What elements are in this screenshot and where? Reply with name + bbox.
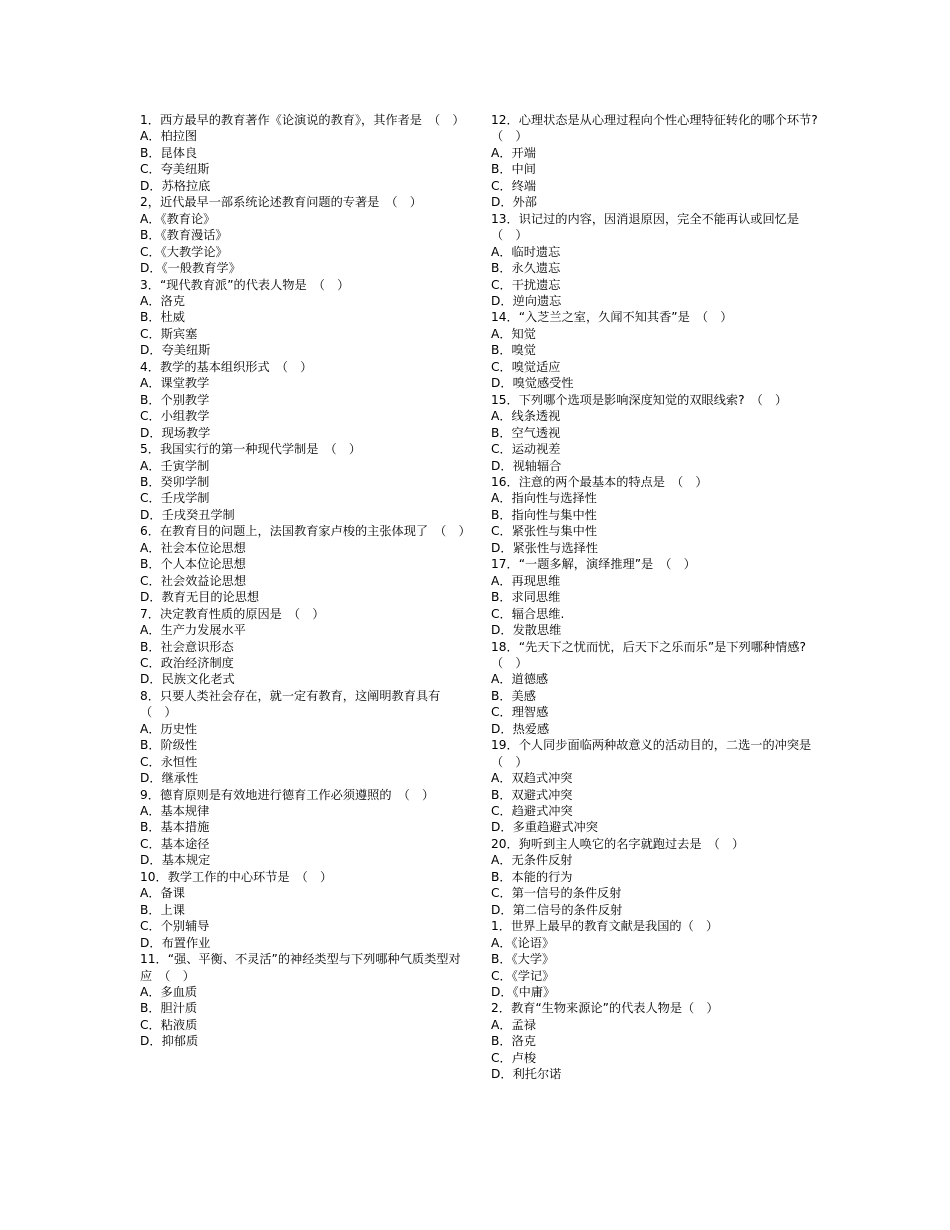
answer-option: C．社会效益论思想 xyxy=(140,573,247,588)
answer-option: D．嗅觉感受性 xyxy=(491,376,574,391)
answer-option: D．教育无目的论思想 xyxy=(140,590,260,605)
question-block xyxy=(140,606,470,688)
question-stem: 8．只要人类社会存在，就一定有教育，这阐明教育具有 （ ） xyxy=(140,688,453,720)
question-stem: 5．我国实行的第一种现代学制是 （ ） xyxy=(140,442,362,457)
answer-option: D．《一般教育学》 xyxy=(140,261,241,276)
question-stem: 17．“一题多解，演绎推理”是 （ ） xyxy=(491,557,696,572)
answer-option: D．夸美纽斯 xyxy=(140,343,211,358)
answer-option: A．基本规律 xyxy=(140,804,210,819)
question-block xyxy=(491,556,821,638)
answer-option: B．《教育漫话》 xyxy=(140,228,228,243)
answer-option: D．逆向遗忘 xyxy=(491,293,562,308)
answer-option: C．辐合思维. xyxy=(491,606,565,621)
question-block xyxy=(491,639,821,738)
question-stem: 10．教学工作的中心环节是 （ ） xyxy=(140,869,333,884)
question-block xyxy=(140,951,470,1050)
question-block xyxy=(491,392,821,474)
answer-option: C．斯宾塞 xyxy=(140,326,198,341)
answer-option: C．《学记》 xyxy=(491,968,555,983)
question-stem: 2，近代最早一部系统论述教育问题的专著是 （ ） xyxy=(140,195,422,210)
answer-option: B．求同思维 xyxy=(491,590,561,605)
answer-option: D．视轴辐合 xyxy=(491,458,562,473)
answer-option: A．壬寅学制 xyxy=(140,458,210,473)
answer-option: C．个别辅导 xyxy=(140,919,210,934)
question-block xyxy=(491,474,821,556)
answer-option: A．知觉 xyxy=(491,326,536,341)
answer-option: B．本能的行为 xyxy=(491,869,573,884)
question-stem: 14．“入芝兰之室，久闻不知其香”是 （ ） xyxy=(491,310,733,325)
answer-option: B．《大学》 xyxy=(491,952,555,967)
answer-option: B．基本措施 xyxy=(140,820,210,835)
answer-option: B．嗅觉 xyxy=(491,343,536,358)
answer-option: A．孟禄 xyxy=(491,1017,536,1032)
answer-option: B．个别教学 xyxy=(140,392,210,407)
question-stem: 1．世界上最早的教育文献是我国的（ ） xyxy=(491,919,719,934)
answer-option: C．紧张性与集中性 xyxy=(491,524,598,539)
answer-option: C．嗅觉适应 xyxy=(491,359,561,374)
answer-option: A．柏拉图 xyxy=(140,129,198,144)
answer-option: A．历史性 xyxy=(140,721,198,736)
question-block xyxy=(140,688,470,787)
question-stem: 2．教育“生物来源论”的代表人物是（ ） xyxy=(491,1001,719,1016)
answer-option: D．布置作业 xyxy=(140,935,211,950)
question-stem: 16．注意的两个最基本的特点是 （ ） xyxy=(491,474,708,489)
answer-option: A．双趋式冲突 xyxy=(491,771,573,786)
question-block xyxy=(491,211,821,310)
question-block xyxy=(491,737,824,836)
answer-option: C．卢梭 xyxy=(491,1050,537,1065)
answer-option: C．运动视差 xyxy=(491,442,561,457)
answer-option: B．昆体良 xyxy=(140,145,198,160)
answer-option: A．线条透视 xyxy=(491,409,561,424)
answer-option: A．社会本位论思想 xyxy=(140,540,246,555)
answer-option: B．癸卯学制 xyxy=(140,474,210,489)
question-stem: 13．识记过的内容，因消退原因，完全不能再认或回忆是 （ ） xyxy=(491,211,812,243)
answer-option: B．上课 xyxy=(140,902,185,917)
question-block xyxy=(140,277,470,359)
answer-option: C．小组教学 xyxy=(140,409,210,424)
question-block xyxy=(491,112,830,211)
answer-option: D．发散思维 xyxy=(491,623,562,638)
question-block xyxy=(491,836,821,918)
answer-option: D．民族文化老式 xyxy=(140,672,235,687)
answer-option: D．基本规定 xyxy=(140,853,211,868)
left-question-column xyxy=(140,112,470,1050)
answer-option: A．生产力发展水平 xyxy=(140,623,246,638)
question-stem: 9．德育原则是有效地进行德育工作必须遵照的 （ ） xyxy=(140,787,435,802)
answer-option: A．备课 xyxy=(140,886,185,901)
question-block xyxy=(140,359,470,441)
answer-option: B．社会意识形态 xyxy=(140,639,234,654)
answer-option: B．中间 xyxy=(491,162,536,177)
answer-option: B．双避式冲突 xyxy=(491,787,573,802)
answer-option: A．《论语》 xyxy=(491,935,555,950)
question-stem: 3．“现代教育派”的代表人物是 （ ） xyxy=(140,277,350,292)
answer-option: A．无条件反射 xyxy=(491,853,573,868)
answer-option: B．阶级性 xyxy=(140,738,198,753)
answer-option: D．继承性 xyxy=(140,771,199,786)
answer-option: B．个人本位论思想 xyxy=(140,557,246,572)
question-block xyxy=(140,523,470,605)
answer-option: D．热爱感 xyxy=(491,721,550,736)
answer-option: A．指向性与选择性 xyxy=(491,491,597,506)
answer-option: A．课堂教学 xyxy=(140,376,210,391)
question-stem: 20．狗听到主人唤它的名字就跑过去是 （ ） xyxy=(491,836,745,851)
answer-option: D．抑郁质 xyxy=(140,1034,199,1049)
question-block xyxy=(140,194,470,276)
right-question-column xyxy=(491,112,830,1083)
answer-option: D．现场教学 xyxy=(140,425,211,440)
question-stem: 7．决定教育性质的原因是 （ ） xyxy=(140,606,325,621)
question-stem: 11．“强、平衡、不灵活”的神经类型与下列哪种气质类型对应 （ ） xyxy=(140,952,461,983)
answer-option: C．政治经济制度 xyxy=(140,655,234,670)
question-block xyxy=(491,1000,821,1082)
answer-option: C．夸美纽斯 xyxy=(140,162,210,177)
answer-option: C．基本途径 xyxy=(140,836,210,851)
answer-option: B．杜威 xyxy=(140,310,185,325)
question-block xyxy=(491,309,821,391)
question-block xyxy=(140,112,470,194)
answer-option: C．《大教学论》 xyxy=(140,244,228,259)
answer-option: D．苏格拉底 xyxy=(140,178,211,193)
answer-option: B．美感 xyxy=(491,688,536,703)
answer-option: A．多血质 xyxy=(140,985,198,1000)
answer-option: C．粘液质 xyxy=(140,1017,198,1032)
answer-option: D．外部 xyxy=(491,195,537,210)
question-stem: 6．在教育目的问题上，法国教育家卢梭的主张体现了 （ ） xyxy=(140,524,471,539)
answer-option: D．多重趋避式冲突 xyxy=(491,820,598,835)
answer-option: C．第一信号的条件反射 xyxy=(491,886,622,901)
answer-option: D．紧张性与选择性 xyxy=(491,540,598,555)
answer-option: A．洛克 xyxy=(140,293,185,308)
question-stem: 19．个人同步面临两种故意义的活动目的，二选一的冲突是 （ ） xyxy=(491,738,824,769)
answer-option: C．终端 xyxy=(491,178,537,193)
answer-option: B．指向性与集中性 xyxy=(491,507,597,522)
answer-option: C．理智感 xyxy=(491,705,549,720)
question-block xyxy=(140,869,470,951)
answer-option: A．再现思维 xyxy=(491,573,561,588)
answer-option: C．永恒性 xyxy=(140,754,198,769)
question-block xyxy=(491,918,821,1000)
answer-option: C．趋避式冲突 xyxy=(491,804,573,819)
question-stem: 12．心理状态是从心理过程向个性心理特征转化的哪个环节? （ ） xyxy=(491,113,830,144)
answer-option: D．《中庸》 xyxy=(491,985,556,1000)
answer-option: A．道德感 xyxy=(491,672,549,687)
answer-option: B．永久遗忘 xyxy=(491,261,561,276)
answer-option: C．干扰遗忘 xyxy=(491,277,561,292)
answer-option: B．洛克 xyxy=(491,1034,536,1049)
answer-option: A．临时遗忘 xyxy=(491,244,561,259)
question-stem: 18．“先天下之忧而忧，后天下之乐而乐”是下列哪种情感? （ ） xyxy=(491,639,819,670)
answer-option: D．壬戌癸丑学制 xyxy=(140,507,235,522)
answer-option: C．壬戌学制 xyxy=(140,491,210,506)
answer-option: D．第二信号的条件反射 xyxy=(491,902,623,917)
question-block xyxy=(140,441,470,523)
answer-option: A．开端 xyxy=(491,145,536,160)
question-stem: 4．教学的基本组织形式 （ ） xyxy=(140,359,313,374)
question-block xyxy=(140,787,470,869)
answer-option: B．胆汁质 xyxy=(140,1001,198,1016)
question-stem: 15．下列哪个选项是影响深度知觉的双眼线索? （ ） xyxy=(491,392,788,407)
answer-option: D．利托尔诺 xyxy=(491,1067,562,1082)
answer-option: B．空气透视 xyxy=(491,425,561,440)
question-stem: 1．西方最早的教育著作《论演说的教育》，其作者是 （ ） xyxy=(140,113,465,127)
answer-option: A．《教育论》 xyxy=(140,211,216,226)
